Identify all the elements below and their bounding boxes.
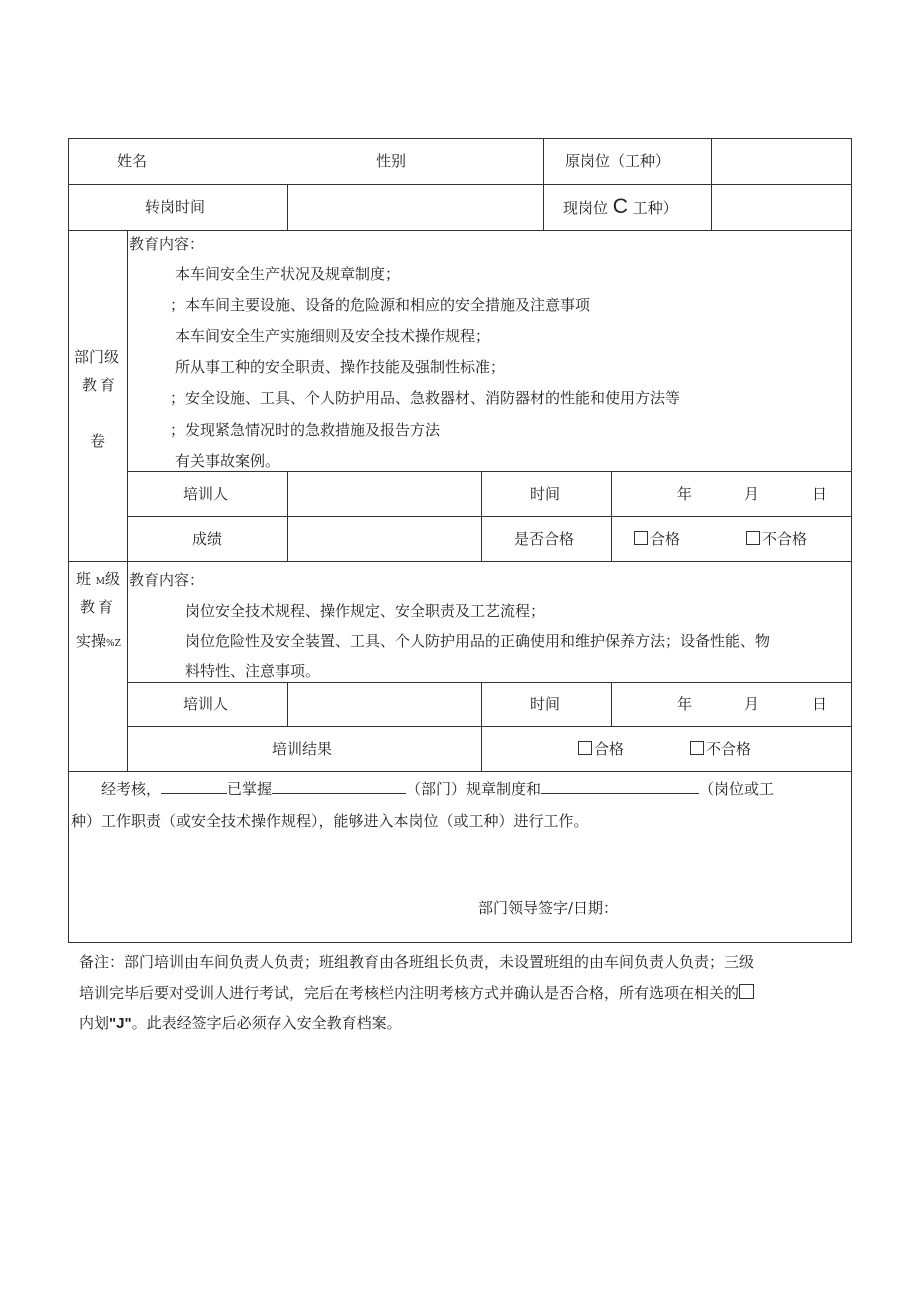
note-line-2: 培训完毕后要对受训人进行考试，完后在考核栏内注明考核方式并确认是否合格，所有选项在相关的 — [79, 983, 756, 1003]
dept-label-2: 教育 — [82, 376, 119, 394]
gender-field[interactable] — [420, 142, 538, 180]
dept-score-label: 成绩 — [192, 530, 223, 548]
team-day: 日 — [812, 695, 828, 713]
dept-pass-option[interactable]: 合格 — [634, 529, 680, 549]
orig-post-label: 原岗位（工种） — [565, 152, 671, 170]
list-item: 本车间安全生产实施细则及安全技术操作规程； — [175, 327, 491, 345]
list-item: 料特性、注意事项。 — [185, 662, 321, 680]
team-month: 月 — [744, 695, 760, 713]
team-year: 年 — [677, 695, 693, 713]
gender-label: 性别 — [376, 152, 407, 170]
orig-post-field[interactable] — [715, 142, 847, 180]
name-label: 姓名 — [117, 152, 148, 170]
new-post-label: 现岗位 C 工种） — [563, 195, 678, 218]
team-trainer-field[interactable] — [291, 686, 477, 722]
checkbox-icon[interactable] — [634, 531, 648, 545]
dept-label-1: 部门级 — [74, 348, 120, 366]
team-pass-option[interactable]: 合格 — [578, 739, 624, 759]
dept-trainer-field[interactable] — [291, 475, 477, 512]
checkbox-icon[interactable] — [578, 741, 592, 755]
team-label-3: 实操%Z — [76, 632, 121, 650]
dept-time-label: 时间 — [530, 485, 561, 503]
employee-blank[interactable] — [161, 779, 227, 794]
transfer-time-field[interactable] — [291, 188, 539, 226]
new-post-field[interactable] — [715, 188, 847, 226]
dept-pass-question: 是否合格 — [514, 530, 575, 548]
team-label-2: 教育 — [80, 598, 117, 616]
dept-year: 年 — [677, 485, 693, 503]
list-item: ；安全设施、工具、个人防护用品、急救器材、消防器材的性能和使用方法等 — [170, 389, 681, 407]
list-item: 所从事工种的安全职责、操作技能及强制性标准； — [175, 358, 506, 376]
dept-label-3: 卷 — [90, 432, 106, 450]
department-blank[interactable] — [272, 779, 406, 794]
note-line-3: 内划"J"。此表经签字后必须存入安全教育档案。 — [79, 1014, 402, 1032]
name-field[interactable] — [150, 142, 360, 180]
team-fail-option[interactable]: 不合格 — [690, 739, 751, 759]
list-item: ；发现紧急情况时的急救措施及报告方法 — [170, 421, 441, 439]
team-content-title: 教育内容： — [129, 571, 205, 589]
list-item: 有关事故案例。 — [175, 452, 281, 470]
list-item: 岗位危险性及安全装置、工具、个人防护用品的正确使用和维护保养方法；设备性能、物 — [185, 632, 771, 650]
team-time-label: 时间 — [530, 695, 561, 713]
dept-fail-option[interactable]: 不合格 — [746, 529, 807, 549]
team-label-1: 班 M级 — [76, 570, 121, 588]
post-blank[interactable] — [541, 779, 699, 794]
dept-content-title: 教育内容： — [129, 235, 205, 253]
list-item: 岗位安全技术规程、操作规定、安全职责及工艺流程； — [185, 602, 546, 620]
sign-label: 部门领导签字/日期： — [478, 899, 619, 917]
checkbox-icon[interactable] — [690, 741, 704, 755]
list-item: 本车间安全生产状况及规章制度； — [175, 265, 401, 283]
transfer-time-label: 转岗时间 — [145, 198, 206, 216]
list-item: ；本车间主要设施、设备的危险源和相应的安全措施及注意事项 — [170, 296, 591, 314]
dept-trainer-label: 培训人 — [183, 485, 229, 503]
note-line-1: 备注：部门培训由车间负责人负责；班组教育由各班组长负责，未设置班组的由车间负责人负责；三级 — [79, 953, 755, 971]
dept-month: 月 — [744, 485, 760, 503]
dept-day: 日 — [812, 485, 828, 503]
dept-score-field[interactable] — [291, 520, 477, 557]
review-line-2: 种）工作职责（或安全技术操作规程），能够进入本岗位（或工种）进行工作。 — [71, 812, 589, 830]
team-trainer-label: 培训人 — [183, 695, 229, 713]
team-result-label: 培训结果 — [272, 740, 333, 758]
checkbox-icon[interactable] — [746, 531, 760, 545]
review-line-1: 经考核， 已掌握 （部门）规章制度和 （岗位或工 — [101, 780, 775, 798]
checkbox-icon — [739, 984, 754, 999]
sign-field[interactable] — [632, 892, 842, 924]
